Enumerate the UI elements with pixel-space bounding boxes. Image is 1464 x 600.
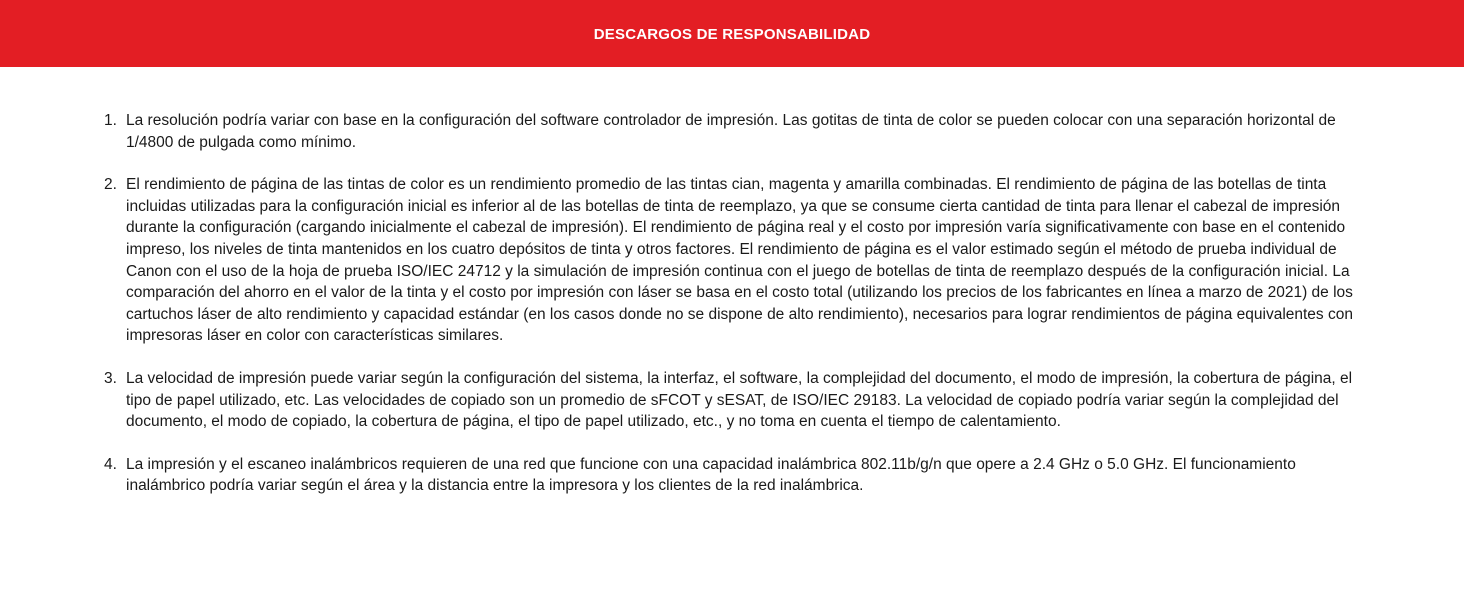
list-item-number: 3.	[104, 369, 117, 387]
list-item-number: 1.	[104, 112, 117, 129]
list-item-text: El rendimiento de página de las tintas de color es un rendimiento promedio de las tintas cian, magenta y amarilla combinadas. El rendimiento de página de las botellas de tinta incluidas utilizadas para la configuración inicial es inferior al de las botellas de tinta de reemplazo, ya que se consume cierta cantidad de tinta para llenar el cabezal de impresión durante la configuración (cargando inicialmente el cabezal de impresión). El rendimiento de página real y el costo por impresión varía significativamente con base en el contenido impreso, los niveles de tinta mantenidos en los cuatro depósitos de tinta y otros factores. El rendimiento de página es el valor estimado según el método de prueba individual de Canon con el uso de la hoja de prueba ISO/IEC 24712 y la simulación de impresión continua con el juego de botellas de tinta de reemplazo después de la configuración inicial. La comparación del ahorro en el valor de la tinta y el costo por impresión con láser se basa en el costo total (utilizando los precios de los fabricantes en línea a marzo de 2021) de los cartuchos láser de alto rendimiento y capacidad estándar (en los casos donde no se dispone de alto rendimiento), necesarios para lograr rendimientos de página equivalentes con impresoras láser en color con características similares.	[126, 176, 1353, 345]
list-item-number: 4.	[104, 455, 117, 473]
disclaimers-list	[0, 67, 1464, 497]
list-item-text: La impresión y el escaneo inalámbricos requieren de una red que funcione con una capacidad inalámbrica 802.11b/g/n que opere a 2.4 GHz o 5.0 GHz. El funcionamiento inalámbrico podría variar según el área y la distancia entre la impresora y los clientes de la red inalámbrica.	[126, 455, 1296, 495]
list-item-number: 2.	[104, 176, 117, 194]
list-item-text: La resolución podría variar con base en la configuración del software controlador de impresión. Las gotitas de tinta de color se pueden colocar con una separación horizontal de 1/4800 de pulgada como mínimo.	[126, 112, 1336, 151]
list-item	[100, 174, 1364, 347]
list-item	[100, 110, 1364, 153]
disclaimers-header-bar	[0, 0, 1464, 67]
list-item-text: La velocidad de impresión puede variar según la configuración del sistema, la interfaz, el software, la complejidad del documento, el modo de impresión, la cobertura de página, el tipo de papel utilizado, etc. Las velocidades de copiado son un promedio de sFCOT y sESAT, de ISO/IEC 29183. La velocidad de copiado podría variar según la complejidad del documento, el modo de copiado, la cobertura de página, el tipo de papel utilizado, etc., y no toma en cuenta el tiempo de calentamiento.	[126, 369, 1353, 431]
list-item	[100, 454, 1364, 497]
page-title: DESCARGOS DE RESPONSABILIDAD	[593, 26, 871, 43]
list-item	[100, 368, 1364, 433]
